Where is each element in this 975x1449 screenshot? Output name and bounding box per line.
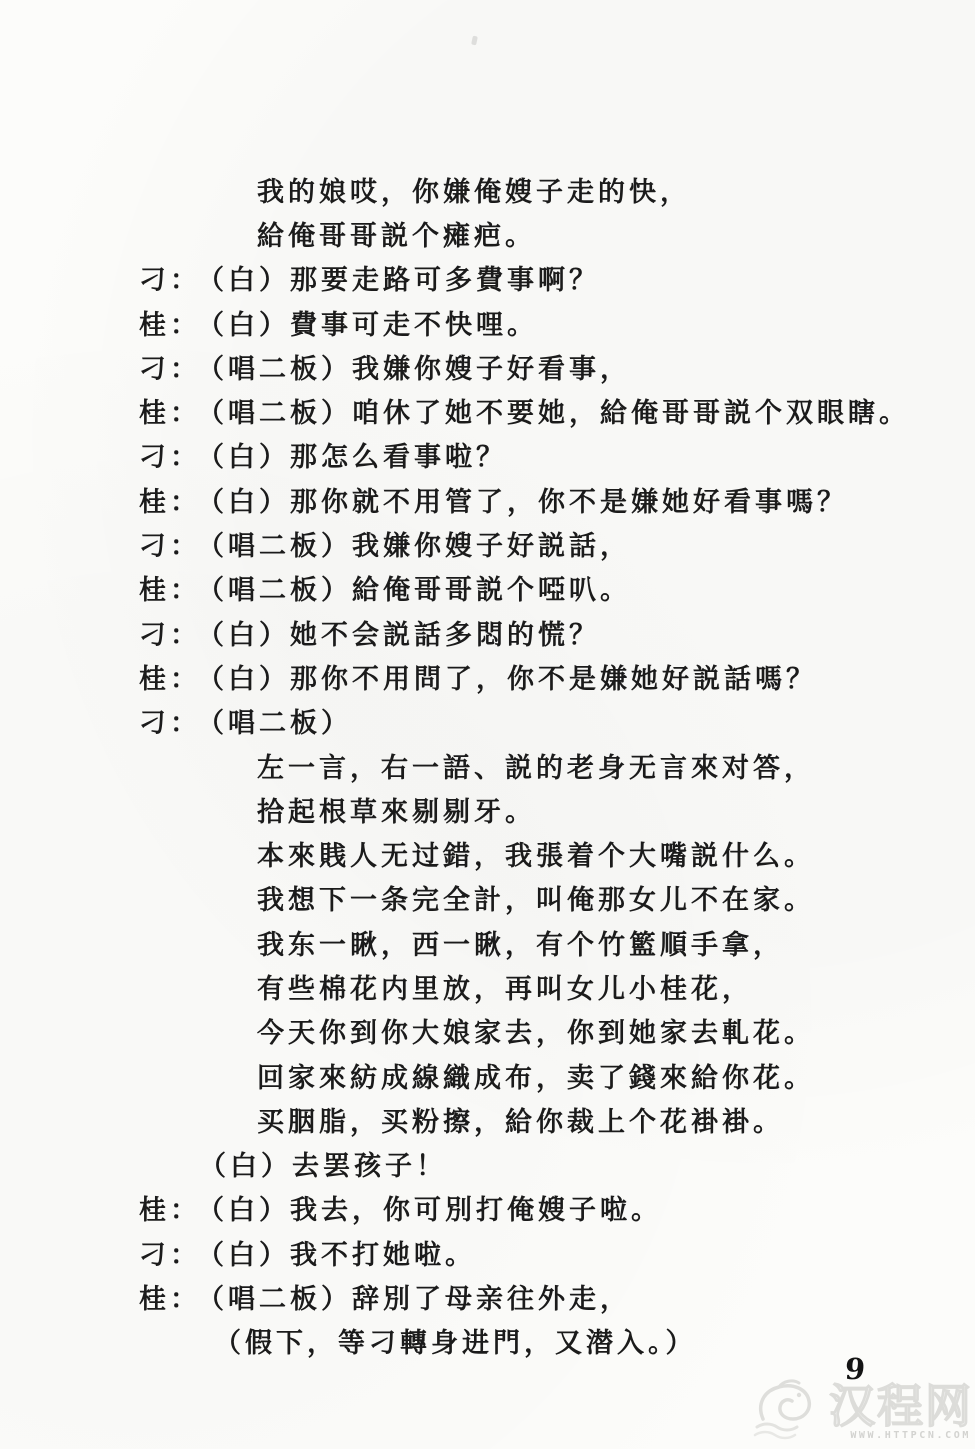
line-text: （唱二板）辞別了母亲往外走， [197,1284,631,1316]
page-number: 9 [843,1352,867,1386]
speaker-label: 刁： [139,353,201,385]
script-line [0,388,975,432]
speaker-label: 桂： [139,663,201,695]
script-line [0,831,975,875]
script-line [0,566,975,610]
speaker-label: 桂： [139,486,201,518]
line-text: 有些棉花内里放，再叫女儿小桂花， [257,973,753,1005]
scan-noise-speck [471,36,478,46]
script-line [0,1053,975,1097]
line-text: （白）她不会説話多悶的慌？ [197,619,600,651]
script-line [0,964,975,1008]
script-line [0,1009,975,1053]
line-text: 拾起根草來剔剔牙。 [257,796,536,828]
script-text-block [0,167,975,1363]
line-text: 給俺哥哥説个瘫疤。 [257,220,536,252]
script-line [0,743,975,787]
line-text: 买胭脂，买粉擦，給你裁上个花褂褂。 [257,1106,784,1138]
script-line [0,211,975,255]
script-line [0,1186,975,1230]
script-line [0,1230,975,1274]
script-line [0,610,975,654]
hancheng-dragon-logo-icon [753,1375,827,1445]
speaker-label: 刁： [139,708,201,740]
speaker-label: 刁： [139,442,201,474]
speaker-label: 桂： [139,575,201,607]
script-line [0,1274,975,1318]
line-text: （唱二板）咱休了她不要她，給俺哥哥説个双眼瞎。 [197,398,910,430]
speaker-label: 桂： [139,1195,201,1227]
line-text: （白）那要走路可多費事啊？ [197,265,600,297]
script-line [0,920,975,964]
script-line [0,876,975,920]
speaker-label: 刁： [139,1239,201,1271]
line-text: （白）我不打她啦。 [197,1239,476,1271]
script-line [0,699,975,743]
line-text: （唱二板）我嫌你嫂子好説話， [197,531,631,563]
line-text: （白）費事可走不快哩。 [197,309,538,341]
script-line [0,256,975,300]
script-line [0,344,975,388]
speaker-label: 桂： [139,309,201,341]
line-text: 左一言，右一語、説的老身无言來对答， [257,752,815,784]
script-line [0,477,975,521]
hancheng-watermark [753,1375,973,1445]
script-line [0,433,975,477]
watermark-site-url: WWW.HTTPCN.COM [850,1430,971,1441]
script-line [0,521,975,565]
line-text: （唱二板） [197,708,352,740]
line-text: 今天你到你大娘家去，你到她家去軋花。 [257,1018,815,1050]
watermark-site-name: 汉程网 [829,1379,973,1433]
line-text: 回家來紡成線織成布，卖了錢來給你花。 [257,1062,815,1094]
speaker-label: 刁： [139,531,201,563]
line-text: 本來賎人无过錯，我張着个大嘴説什么。 [257,841,815,873]
line-text: （唱二板）我嫌你嫂子好看事， [197,353,631,385]
line-text: 我东一瞅，西一瞅，有个竹籃順手拿， [257,929,784,961]
line-text: 我想下一条完全計，叫俺那女儿不在家。 [257,885,815,917]
script-line [0,1319,975,1363]
script-line [0,1142,975,1186]
speaker-label: 桂： [139,398,201,430]
line-text: （假下，等刁轉身进門，又潜入。） [214,1328,697,1360]
speaker-label: 刁： [139,619,201,651]
line-text: （白）那你就不用管了，你不是嫌她好看事嗎？ [197,486,848,518]
speaker-label: 刁： [139,265,201,297]
line-text: （白）那怎么看事啦？ [197,442,507,474]
script-line [0,300,975,344]
line-text: （白）我去，你可別打俺嫂子啦。 [197,1195,662,1227]
line-text: （白）去罢孩子！ [199,1151,447,1183]
script-line [0,167,975,211]
script-line [0,654,975,698]
speaker-label: 桂： [139,1284,201,1316]
watermark-text-column [829,1379,973,1445]
script-line [0,1097,975,1141]
line-text: （唱二板）給俺哥哥説个啞叭。 [197,575,631,607]
line-text: （白）那你不用問了，你不是嫌她好説話嗎？ [197,663,817,695]
line-text: 我的娘哎，你嫌俺嫂子走的快， [257,176,691,208]
script-line [0,787,975,831]
